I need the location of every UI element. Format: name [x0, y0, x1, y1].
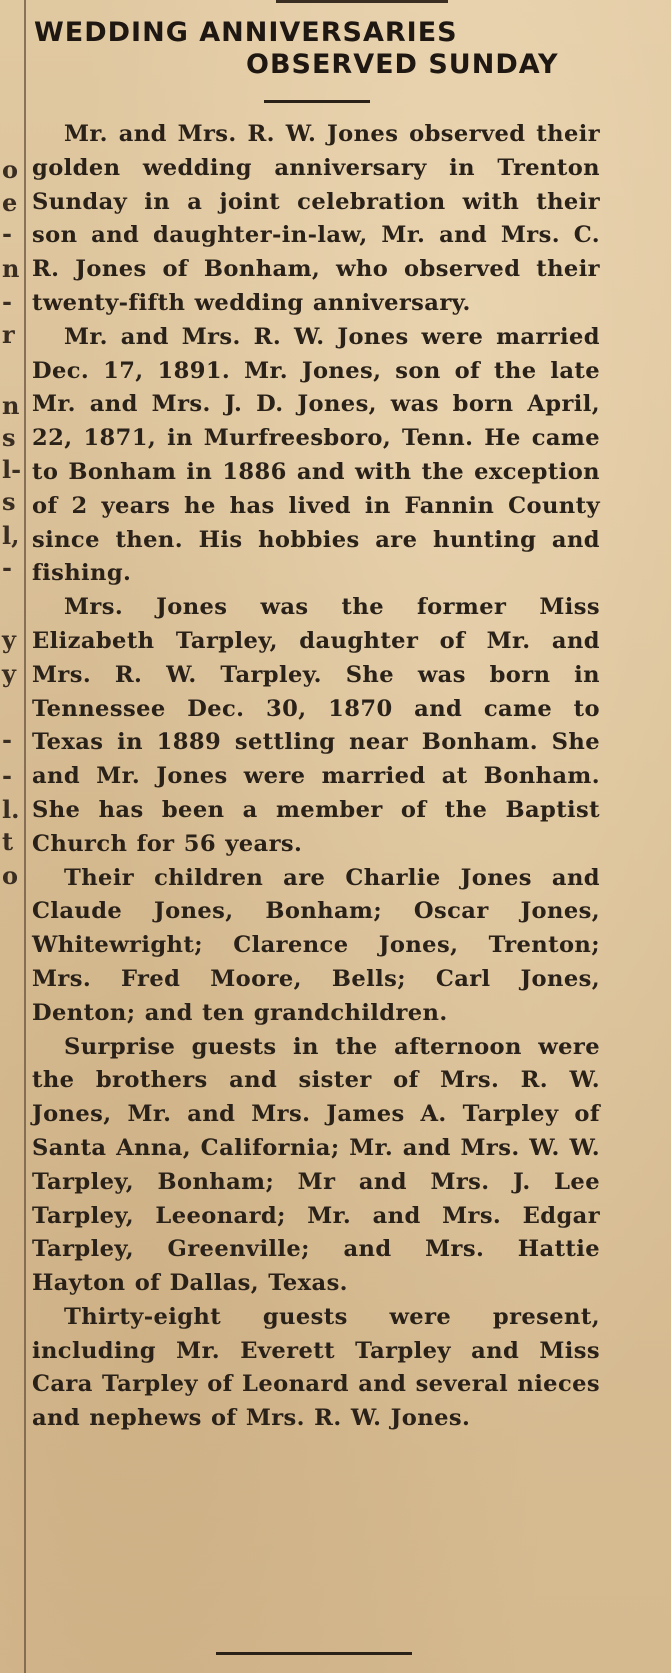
column-fragment: l. — [2, 795, 20, 824]
column-fragment: n — [2, 254, 20, 283]
column-divider — [24, 0, 26, 1673]
column-fragment: r — [2, 320, 15, 349]
paragraph-anniversary: Mr. and Mrs. R. W. Jones observed their golden wedding anniversary in Trenton Sunday in a joint celebration with their son and daughter-in-law, Mr. and Mrs. C. R. Jones of Bonham, who observed their twenty-fifth wedding anniversary. — [32, 121, 600, 316]
paragraph-mrs-jones: Mrs. Jones was the former Miss Elizabeth Tarpley, daughter of Mr. and Mrs. R. W. Tarpley. She was born in Tennessee Dec. 30, 1870 and came to Texas in 1889 settling near Bonham. She and Mr. Jones were married at Bonham. She has been a member of the Baptist Church for 56 years. — [32, 594, 600, 857]
top-rule — [276, 0, 448, 3]
column-fragment: t — [2, 827, 14, 856]
headline-line-2: OBSERVED SUNDAY — [246, 49, 559, 80]
column-fragment: s — [2, 423, 16, 452]
column-fragment: n — [2, 391, 20, 420]
adjacent-column-fragments — [0, 0, 22, 1673]
column-fragment: s — [2, 487, 16, 516]
column-fragment: - — [2, 761, 12, 790]
column-fragment: - — [2, 553, 12, 582]
column-fragment: l, — [2, 521, 20, 550]
column-fragment: - — [2, 725, 12, 754]
column-fragment: y — [2, 659, 16, 688]
paragraph-surprise-guests: Surprise guests in the afternoon were the brothers and sister of Mrs. R. W. Jones, Mr. and Mrs. James A. Tarpley of Santa Anna, California; Mr. and Mrs. W. W. Tarpley, Bonham; Mr and Mrs. J. Lee Tarpley, Leeonard; Mr. and Mrs. Edgar Tarpley, Greenville; and Mrs. Hattie Hayton of Dallas, Texas. — [32, 1033, 600, 1297]
article-body — [32, 118, 600, 1436]
column-fragment: y — [2, 625, 16, 654]
column-fragment: o — [2, 155, 19, 184]
column-fragment: l- — [2, 455, 22, 484]
paragraph-children: Their children are Charlie Jones and Claude Jones, Bonham; Oscar Jones, Whitewright; Clarence Jones, Trenton; Mrs. Fred Moore, Bells; Carl Jones, Denton; and ten grandchildren. — [32, 864, 600, 1026]
paragraph-guests-present: Thirty-eight guests were present, including Mr. Everett Tarpley and Miss Cara Tarpley of Leonard and several nieces and nephews of Mrs. R. W. Jones. — [32, 1303, 600, 1432]
column-fragment: - — [2, 219, 12, 248]
headline-rule — [264, 100, 370, 103]
column-fragment: o — [2, 861, 19, 890]
column-fragment: - — [2, 287, 12, 316]
headline-line-1: WEDDING ANNIVERSARIES — [34, 17, 458, 48]
bottom-rule — [216, 1652, 412, 1655]
paragraph-mr-jones: Mr. and Mrs. R. W. Jones were married Dec. 17, 1891. Mr. Jones, son of the late Mr. and Mrs. J. D. Jones, was born April, 22, 1871, in Murfreesboro, Tenn. He came to Bonham in 1886 and with the exception of 2 years he has lived in Fannin County since then. His hobbies are hunting and fishing. — [32, 323, 600, 587]
column-fragment: e — [2, 188, 18, 217]
